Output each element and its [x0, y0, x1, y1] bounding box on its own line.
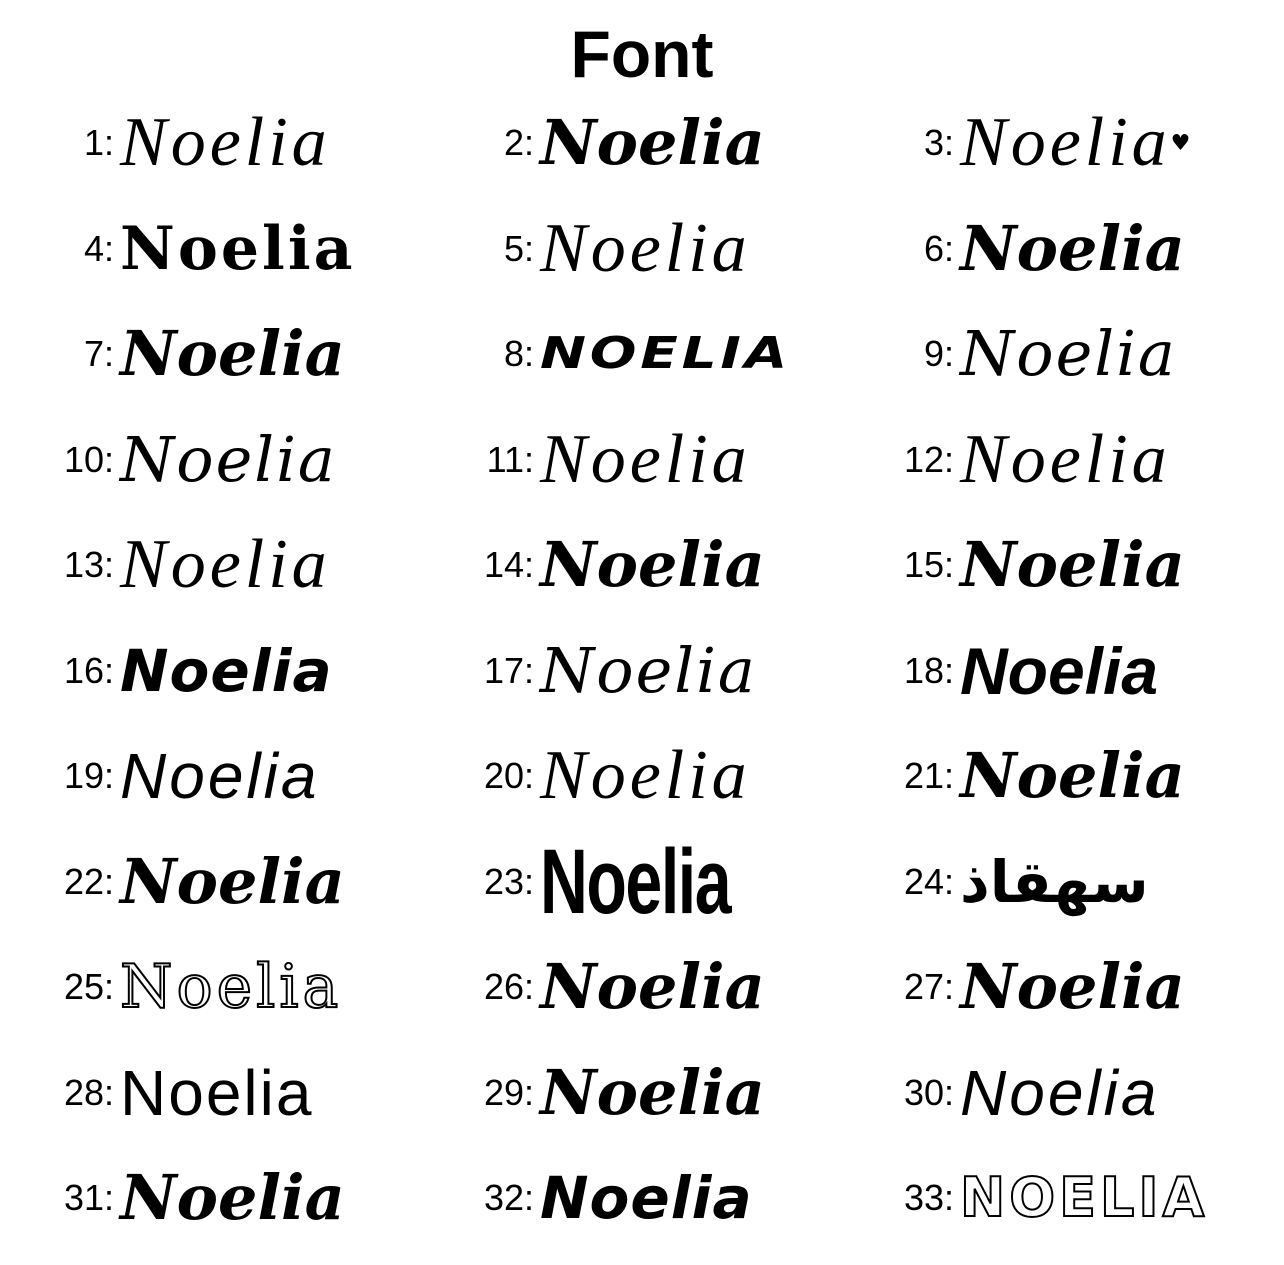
font-sample-17[interactable]: [420, 618, 840, 724]
font-number: 26:: [483, 966, 534, 1007]
font-sample-16[interactable]: [0, 618, 420, 724]
font-sample-text: Noelia: [120, 844, 345, 918]
font-sample-6[interactable]: [840, 196, 1260, 302]
font-sample-text: Noelia: [540, 950, 765, 1023]
font-sample-text: Noelia: [540, 528, 765, 601]
font-sample-text: Noelia: [120, 1056, 314, 1129]
font-number: 16:: [63, 649, 114, 691]
font-number: 7:: [83, 333, 114, 374]
font-sample-text: Noelia: [540, 106, 765, 179]
font-sample-26[interactable]: [420, 934, 840, 1040]
font-sample-10[interactable]: [0, 407, 420, 513]
font-sample-8[interactable]: [420, 301, 840, 407]
font-number: 19:: [63, 755, 114, 796]
font-number: 20:: [483, 755, 534, 796]
font-sample-text: Noelia: [960, 420, 1171, 498]
font-sample-text: Noelia: [120, 213, 356, 284]
font-sample-text: Noelia: [960, 317, 1177, 390]
font-sample-18[interactable]: [840, 618, 1260, 724]
font-sample-15[interactable]: [840, 512, 1260, 618]
font-number: 11:: [486, 438, 534, 480]
font-sample-12[interactable]: [840, 407, 1260, 513]
font-sample-text: Noelia: [540, 830, 731, 933]
font-sample-text: Noelia: [120, 740, 320, 812]
font-sample-text: Noelia: [120, 422, 337, 496]
font-sample-21[interactable]: [840, 723, 1260, 829]
font-number: 13:: [63, 544, 114, 585]
font-sample-13[interactable]: [0, 512, 420, 618]
font-number: 23:: [483, 860, 534, 902]
font-number: 10:: [63, 438, 114, 480]
font-number: 27:: [903, 966, 954, 1007]
font-sample-text: Noelia: [960, 950, 1185, 1023]
font-number: 32:: [483, 1177, 534, 1218]
font-sample-31[interactable]: [0, 1145, 420, 1251]
font-sample-text: Noelia: [540, 420, 751, 498]
font-number: 25:: [63, 966, 114, 1007]
font-sample-7[interactable]: [0, 301, 420, 407]
font-sample-3[interactable]: [840, 90, 1260, 196]
font-sample-25[interactable]: [0, 934, 420, 1040]
font-sample-19[interactable]: [0, 723, 420, 829]
font-sample-30[interactable]: [840, 1040, 1260, 1146]
font-sample-text: Noelia: [540, 633, 757, 707]
font-sample-4[interactable]: [0, 196, 420, 302]
font-sample-grid: [0, 90, 1284, 1250]
font-number: 22:: [63, 860, 114, 902]
font-sample-text: سهقاذ: [960, 847, 1149, 916]
font-sample-text: Noelia: [960, 528, 1185, 601]
font-sample-1[interactable]: [0, 90, 420, 196]
font-sample-33[interactable]: [840, 1145, 1260, 1251]
font-sample-text: Noelia: [120, 952, 343, 1022]
font-sample-28[interactable]: [0, 1040, 420, 1146]
font-sample-text: Noelia: [120, 526, 331, 603]
font-sample-text: Noelia: [960, 211, 1185, 285]
font-sample-23[interactable]: [420, 829, 840, 935]
font-sample-22[interactable]: [0, 829, 420, 935]
font-number: 18:: [903, 649, 954, 691]
font-number: 9:: [923, 333, 954, 374]
font-sample-14[interactable]: [420, 512, 840, 618]
font-number: 17:: [483, 649, 534, 691]
font-sample-text: Noelia: [960, 1056, 1160, 1129]
font-sample-24[interactable]: [840, 829, 1260, 935]
font-sample-text: Noelia: [120, 104, 331, 181]
font-sample-text: NOELIA: [960, 1166, 1209, 1229]
font-sample-text: Noelia: [120, 636, 333, 705]
page-title: Font: [570, 17, 714, 91]
font-sample-text: Noelia: [540, 209, 751, 287]
font-sample-27[interactable]: [840, 934, 1260, 1040]
font-number: 6:: [923, 227, 954, 269]
font-number: 24:: [903, 860, 954, 902]
font-sample-text: Noelia: [120, 1161, 345, 1234]
font-number: 2:: [503, 122, 534, 163]
font-sample-32[interactable]: [420, 1145, 840, 1251]
font-sample-9[interactable]: [840, 301, 1260, 407]
font-number: 31:: [63, 1177, 114, 1218]
font-sample-text: Noelia: [540, 1164, 753, 1232]
font-number: 28:: [63, 1071, 114, 1113]
font-number: 15:: [903, 544, 954, 585]
font-sample-text: Noelia: [960, 104, 1171, 181]
font-sample-11[interactable]: [420, 407, 840, 513]
font-number: 1:: [83, 122, 114, 163]
font-sample-29[interactable]: [420, 1040, 840, 1146]
font-sample-text: NOELIA: [540, 328, 791, 379]
font-number: 3:: [923, 122, 954, 163]
font-sample-2[interactable]: [420, 90, 840, 196]
font-number: 29:: [483, 1071, 534, 1113]
font-number: 12:: [903, 438, 954, 480]
font-sample-20[interactable]: [420, 723, 840, 829]
font-sample-text: Noelia: [960, 633, 1159, 708]
font-number: 8:: [503, 333, 534, 374]
font-sample-text: Noelia: [540, 1055, 765, 1129]
font-number: 21:: [903, 755, 954, 796]
font-number: 33:: [903, 1177, 954, 1218]
font-number: 5:: [503, 227, 534, 269]
font-sample-text: Noelia: [540, 737, 751, 814]
font-sample-5[interactable]: [420, 196, 840, 302]
font-number: 4:: [83, 227, 114, 269]
font-sample-text: Noelia: [960, 739, 1185, 812]
heart-icon: ♥: [1170, 130, 1191, 156]
font-number: 30:: [903, 1071, 954, 1113]
font-number: 14:: [483, 544, 534, 585]
font-sample-text: Noelia: [120, 317, 345, 390]
